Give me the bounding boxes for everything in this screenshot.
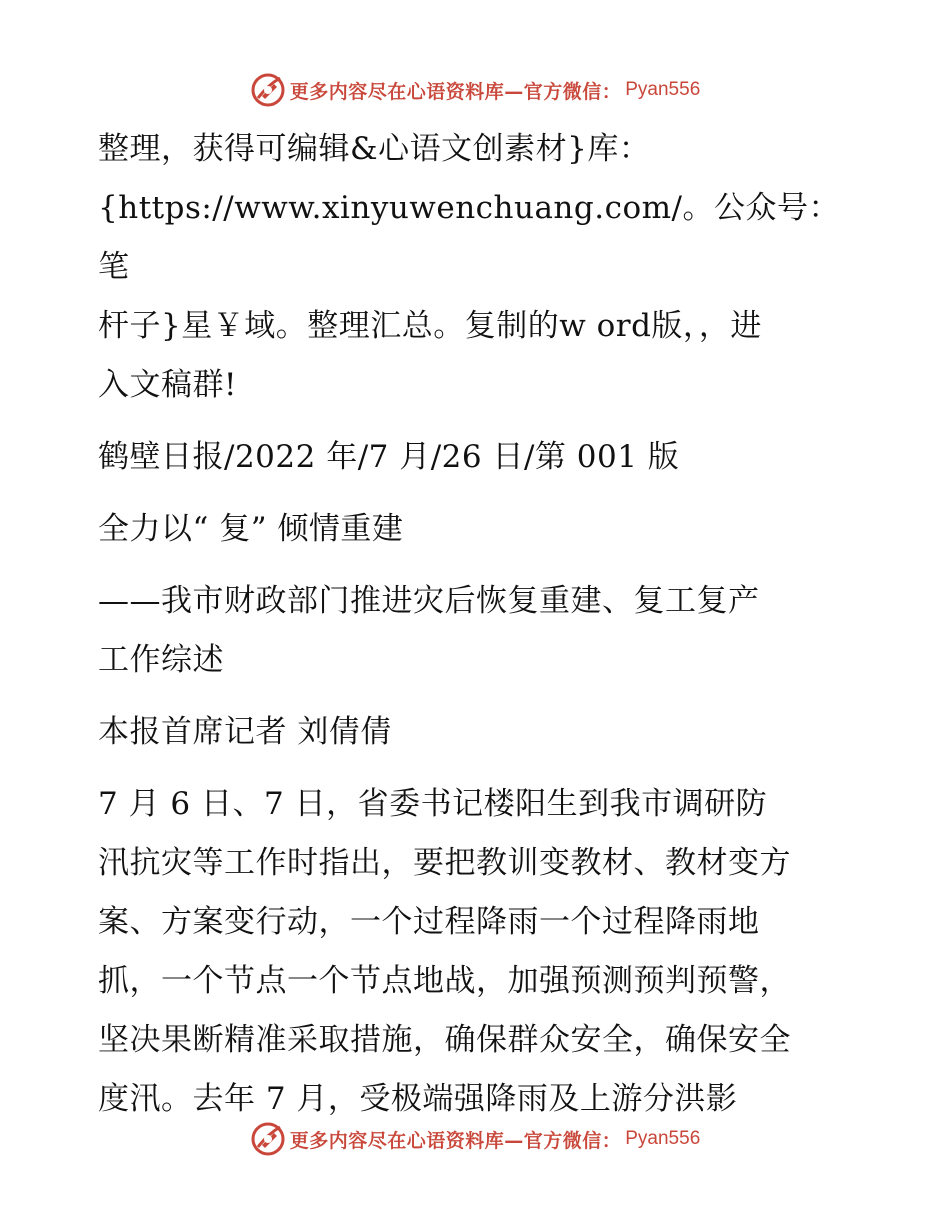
text-line: 鹤壁日报/2022 年/7 月/26 日/第 001 版 <box>98 439 680 475</box>
paragraph-body <box>98 775 858 1129</box>
paragraph-subheadline <box>98 572 858 690</box>
header-slogan: 更多内容尽在心语资料库—官方微信： <box>289 80 622 103</box>
paragraph-publication <box>98 428 858 487</box>
paragraph-source-note <box>98 120 858 415</box>
text-line: 工作综述 <box>98 642 224 678</box>
text-line: 入文稿群! <box>98 367 237 403</box>
text-line: 7 月 6 日、7 日，省委书记楼阳生到我市调研防 <box>98 786 768 822</box>
footer-slogan: 更多内容尽在心语资料库—官方微信： <box>289 1129 622 1152</box>
footer-banner <box>0 1119 950 1159</box>
article-body <box>98 120 858 1142</box>
header-wechat-id: Pyan556 <box>625 79 701 100</box>
paragraph-byline <box>98 703 858 762</box>
footer-wechat-id: Pyan556 <box>625 1128 701 1149</box>
text-line: 本报首席记者 刘倩倩 <box>98 714 392 750</box>
text-line: 整理，获得可编辑&心语文创素材}库： <box>98 131 651 167</box>
text-line: 度汛。去年 7 月，受极端强降雨及上游分洪影 <box>98 1081 738 1117</box>
brand-logo-icon <box>250 72 286 108</box>
text-line: 抓，一个节点一个节点地战，加强预测预判预警， <box>98 963 791 999</box>
text-line: 汛抗灾等工作时指出，要把教训变教材、教材变方 <box>98 845 791 881</box>
text-line: 杆子}星￥域。整理汇总。复制的w ord版，，进 <box>98 308 762 344</box>
brand-logo-icon <box>250 1121 286 1157</box>
text-line: {https://www.xinyuwenchuang.com/。公众号：笔 <box>98 190 840 285</box>
text-line: 全力以“ 复” 倾情重建 <box>98 511 404 547</box>
paragraph-headline <box>98 500 858 559</box>
text-line: 坚决果断精准采取措施，确保群众安全，确保安全 <box>98 1022 791 1058</box>
text-line: ——我市财政部门推进灾后恢复重建、复工复产 <box>98 583 760 619</box>
header-banner <box>0 70 950 110</box>
text-line: 案、方案变行动，一个过程降雨一个过程降雨地 <box>98 904 760 940</box>
